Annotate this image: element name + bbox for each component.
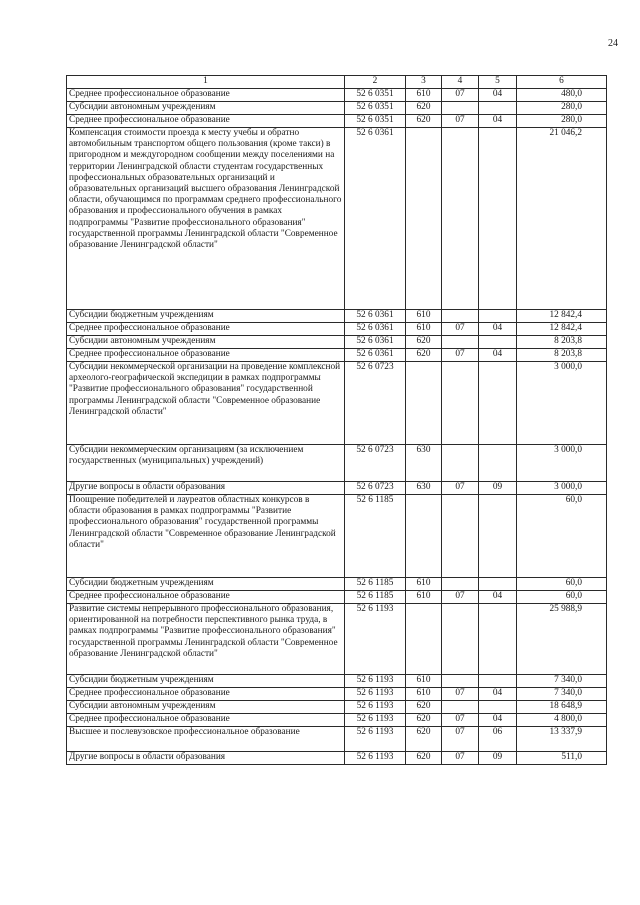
row-type-cell: 620 [406,701,442,714]
row-amount-cell: 18 648,9 [517,701,607,714]
row-amount-cell: 480,0 [517,89,607,102]
row-amount-cell: 8 203,8 [517,349,607,362]
row-amount-cell: 4 800,0 [517,714,607,727]
table-row [67,714,607,727]
table-row [67,604,607,675]
row-code-cell: 52 6 0351 [345,89,406,102]
row-section-cell: 07 [442,591,479,604]
row-section-cell: 07 [442,115,479,128]
row-section-cell [442,445,479,482]
row-amount-cell: 280,0 [517,102,607,115]
row-subsection-cell [479,310,517,323]
row-type-cell: 620 [406,752,442,765]
table-row [67,482,607,495]
row-name-cell: Среднее профессиональное образование [67,115,345,128]
row-name-cell: Субсидии автономным учреждениям [67,336,345,349]
table-row [67,445,607,482]
row-name-cell: Среднее профессиональное образование [67,688,345,701]
row-type-cell: 610 [406,310,442,323]
row-code-cell: 52 6 0361 [345,128,406,310]
row-subsection-cell: 04 [479,688,517,701]
row-subsection-cell [479,336,517,349]
header-subsection-col: 5 [479,76,517,89]
row-section-cell [442,701,479,714]
row-subsection-cell: 09 [479,752,517,765]
row-subsection-cell: 04 [479,323,517,336]
table-row [67,591,607,604]
table-row [67,752,607,765]
row-subsection-cell [479,128,517,310]
row-type-cell: 620 [406,714,442,727]
row-amount-cell: 7 340,0 [517,688,607,701]
row-code-cell: 52 6 0723 [345,445,406,482]
row-name-cell: Среднее профессиональное образование [67,591,345,604]
row-name-cell: Субсидии бюджетным учреждениям [67,675,345,688]
row-section-cell: 07 [442,323,479,336]
row-subsection-cell: 04 [479,115,517,128]
table-row [67,688,607,701]
row-code-cell: 52 6 1193 [345,675,406,688]
row-name-cell: Компенсация стоимости проезда к месту учебы и обратно автомобильным транспортом общего пользования (кроме такси) в пригородном и междугородном сообщении между поселениями на территории Ленинградской области студентам государственных профессиональных образовательных организаций и образовательных организаций высшего образования Ленинградской области, обучающимся по программам среднего профессионального образования и профессионального обучения в рамках подпрограммы "Развитие профессионального образования" государственной программы Ленинградской области "Современное образование Ленинградской области" [67,128,345,310]
row-type-cell: 610 [406,591,442,604]
row-section-cell [442,362,479,445]
table-row [67,89,607,102]
row-amount-cell: 21 046,2 [517,128,607,310]
table-row [67,701,607,714]
row-amount-cell: 280,0 [517,115,607,128]
row-code-cell: 52 6 0723 [345,482,406,495]
row-name-cell: Другие вопросы в области образования [67,482,345,495]
row-subsection-cell: 04 [479,591,517,604]
row-subsection-cell: 04 [479,714,517,727]
row-type-cell: 620 [406,102,442,115]
row-amount-cell: 12 842,4 [517,310,607,323]
header-row [67,76,607,89]
row-section-cell: 07 [442,89,479,102]
row-subsection-cell: 04 [479,349,517,362]
row-amount-cell: 60,0 [517,578,607,591]
row-type-cell: 610 [406,688,442,701]
row-section-cell [442,495,479,578]
row-name-cell: Развитие системы непрерывного профессионального образования, ориентированной на потребности перспективного рынка труда, в рамках подпрограммы "Развитие профессионального образования" государственной программы Ленинградской области "Современное образование Ленинградской области" [67,604,345,675]
row-name-cell: Среднее профессиональное образование [67,714,345,727]
row-amount-cell: 7 340,0 [517,675,607,688]
table-row [67,675,607,688]
row-type-cell: 620 [406,727,442,752]
row-subsection-cell [479,102,517,115]
header-code-col: 2 [345,76,406,89]
row-section-cell [442,310,479,323]
row-subsection-cell [479,578,517,591]
row-code-cell: 52 6 1185 [345,591,406,604]
table-row [67,323,607,336]
row-section-cell [442,102,479,115]
row-section-cell: 07 [442,482,479,495]
table-header [67,76,607,89]
table-row [67,128,607,310]
row-subsection-cell [479,362,517,445]
row-code-cell: 52 6 1193 [345,604,406,675]
row-type-cell: 610 [406,578,442,591]
row-amount-cell: 3 000,0 [517,482,607,495]
row-section-cell [442,128,479,310]
row-section-cell [442,578,479,591]
table-row [67,310,607,323]
row-name-cell: Субсидии некоммерческим организациям (за исключением государственных (муниципальных) учреждений) [67,445,345,482]
row-code-cell: 52 6 1193 [345,727,406,752]
header-name-col: 1 [67,76,345,89]
row-amount-cell: 25 988,9 [517,604,607,675]
row-name-cell: Субсидии бюджетным учреждениям [67,310,345,323]
row-subsection-cell [479,495,517,578]
row-section-cell [442,336,479,349]
row-section-cell: 07 [442,349,479,362]
row-name-cell: Среднее профессиональное образование [67,89,345,102]
header-section-col: 4 [442,76,479,89]
row-code-cell: 52 6 1185 [345,578,406,591]
budget-table [66,75,607,765]
row-code-cell: 52 6 1193 [345,714,406,727]
row-type-cell [406,362,442,445]
row-code-cell: 52 6 1193 [345,701,406,714]
row-code-cell: 52 6 1185 [345,495,406,578]
row-amount-cell: 60,0 [517,591,607,604]
row-type-cell [406,495,442,578]
table-row [67,495,607,578]
table-row [67,115,607,128]
row-name-cell: Субсидии автономным учреждениям [67,102,345,115]
row-code-cell: 52 6 0361 [345,336,406,349]
row-name-cell: Другие вопросы в области образования [67,752,345,765]
row-type-cell: 630 [406,445,442,482]
row-subsection-cell [479,701,517,714]
row-type-cell: 620 [406,115,442,128]
row-name-cell: Среднее профессиональное образование [67,323,345,336]
row-amount-cell: 3 000,0 [517,445,607,482]
row-name-cell: Субсидии некоммерческой организации на проведение комплексной археолого-географической экспедиции в рамках подпрограммы "Развитие профессионального образования" государственной программы Ленинградской области "Современное образование Ленинградской области" [67,362,345,445]
row-subsection-cell: 06 [479,727,517,752]
table-row [67,727,607,752]
row-section-cell: 07 [442,714,479,727]
row-name-cell: Поощрение победителей и лауреатов областных конкурсов в области образования в рамках подпрограммы "Развитие профессионального образования" государственной программы Ленинградской области "Современное образование Ленинградской области" [67,495,345,578]
row-section-cell: 07 [442,727,479,752]
table-row [67,578,607,591]
row-amount-cell: 13 337,9 [517,727,607,752]
row-code-cell: 52 6 1193 [345,688,406,701]
table-row [67,362,607,445]
row-subsection-cell: 09 [479,482,517,495]
table-row [67,349,607,362]
row-type-cell [406,128,442,310]
row-type-cell: 620 [406,336,442,349]
row-code-cell: 52 6 0361 [345,323,406,336]
row-amount-cell: 511,0 [517,752,607,765]
row-section-cell [442,675,479,688]
row-type-cell: 610 [406,675,442,688]
header-amount-col: 6 [517,76,607,89]
row-name-cell: Субсидии бюджетным учреждениям [67,578,345,591]
row-code-cell: 52 6 0723 [345,362,406,445]
table-body [67,89,607,765]
row-type-cell: 630 [406,482,442,495]
row-type-cell: 620 [406,349,442,362]
row-subsection-cell [479,604,517,675]
row-name-cell: Субсидии автономным учреждениям [67,701,345,714]
row-amount-cell: 3 000,0 [517,362,607,445]
row-type-cell: 610 [406,323,442,336]
row-amount-cell: 12 842,4 [517,323,607,336]
row-subsection-cell [479,675,517,688]
row-amount-cell: 8 203,8 [517,336,607,349]
row-type-cell: 610 [406,89,442,102]
row-code-cell: 52 6 0351 [345,102,406,115]
row-section-cell: 07 [442,752,479,765]
table-row [67,102,607,115]
row-name-cell: Высшее и послевузовское профессиональное образование [67,727,345,752]
row-subsection-cell [479,445,517,482]
row-amount-cell: 60,0 [517,495,607,578]
row-type-cell [406,604,442,675]
row-section-cell: 07 [442,688,479,701]
row-section-cell [442,604,479,675]
row-code-cell: 52 6 0361 [345,310,406,323]
table-row [67,336,607,349]
header-type-col: 3 [406,76,442,89]
row-code-cell: 52 6 0361 [345,349,406,362]
row-code-cell: 52 6 0351 [345,115,406,128]
row-subsection-cell: 04 [479,89,517,102]
row-name-cell: Среднее профессиональное образование [67,349,345,362]
row-code-cell: 52 6 1193 [345,752,406,765]
page-number: 24 [608,38,618,49]
